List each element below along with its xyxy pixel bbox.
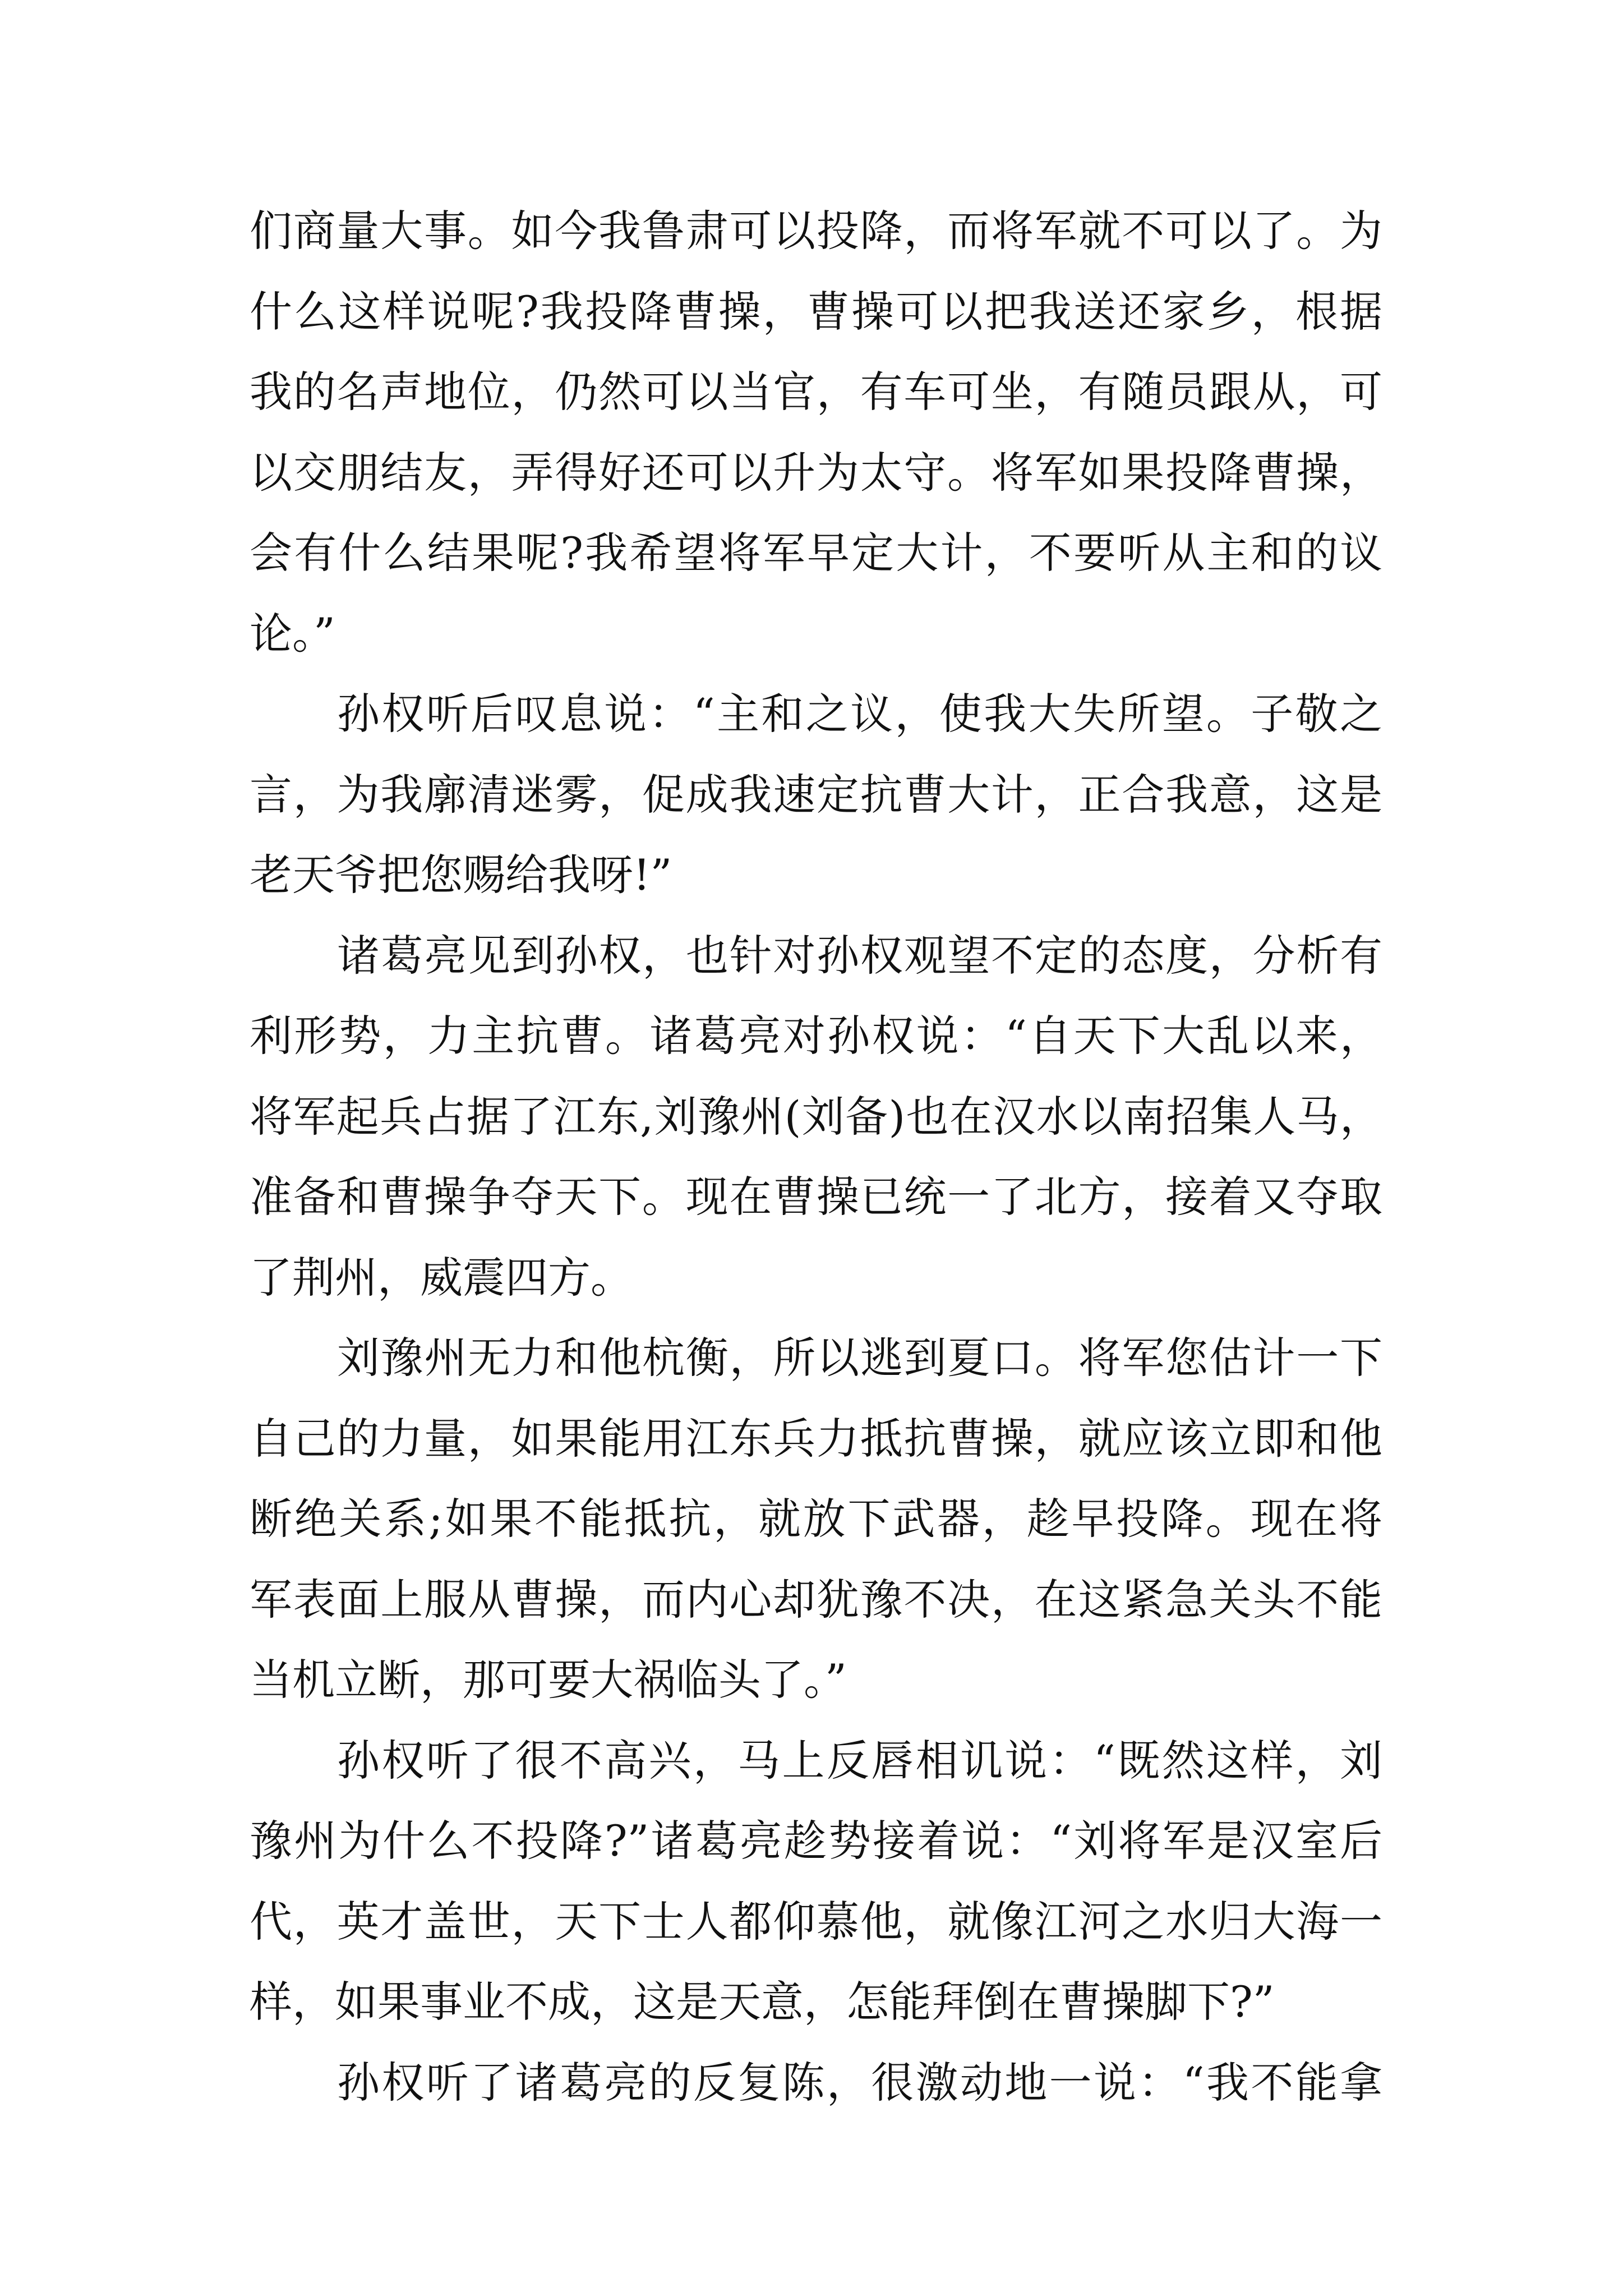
text-line: 刘豫州无力和他杭衡，所以逃到夏口。将军您估计一下 — [337, 1333, 1382, 1383]
text-line: 代，英才盖世，天下士人都仰慕他，就像江河之水归大海一 — [250, 1896, 1382, 1947]
text-line: 论。” — [250, 608, 335, 659]
text-line: 断绝关系;如果不能抵抗，就放下武器，趁早投降。现在将 — [250, 1494, 1382, 1544]
text-line: 我的名声地位，仍然可以当官，有车可坐，有随员跟从，可 — [250, 367, 1382, 417]
text-line: 言，为我廓清迷雾，促成我速定抗曹大计，正合我意，这是 — [250, 769, 1382, 820]
text-line: 老天爷把您赐给我呀!” — [250, 850, 672, 900]
text-line: 什么这样说呢?我投降曹操，曹操可以把我送还家乡，根据 — [250, 286, 1382, 337]
text-line: 样，如果事业不成，这是天意，怎能拜倒在曹操脚下?” — [250, 1977, 1275, 2027]
text-line: 孙权听了很不高兴，马上反唇相讥说：“既然这样，刘 — [337, 1735, 1382, 1786]
text-line: 诸葛亮见到孙权，也针对孙权观望不定的态度，分析有 — [337, 930, 1382, 981]
text-line: 们商量大事。如今我鲁肃可以投降，而将军就不可以了。为 — [250, 206, 1382, 256]
text-line: 将军起兵占据了江东,刘豫州(刘备)也在汉水以南招集人马， — [250, 1091, 1382, 1142]
text-line: 以交朋结友，弄得好还可以升为太守。将军如果投降曹操， — [250, 447, 1382, 498]
body-text — [250, 191, 1382, 2123]
text-line: 会有什么结果呢?我希望将军早定大计，不要听从主和的议 — [250, 528, 1382, 578]
text-line: 自己的力量，如果能用江东兵力抵抗曹操，就应该立即和他 — [250, 1413, 1382, 1464]
text-line: 当机立断，那可要大祸临头了。” — [250, 1655, 847, 1705]
text-line: 孙权听了诸葛亮的反复陈，很激动地一说：“我不能拿 — [337, 2057, 1382, 2108]
text-line: 了荆州，威震四方。 — [250, 1252, 633, 1303]
text-line: 准备和曹操争夺天下。现在曹操已统一了北方，接着又夺取 — [250, 1172, 1382, 1222]
text-line: 利形势，力主抗曹。诸葛亮对孙权说：“自天下大乱以来， — [250, 1011, 1382, 1061]
text-line: 军表面上服从曹操，而内心却犹豫不决，在这紧急关头不能 — [250, 1574, 1382, 1625]
text-line: 孙权听后叹息说：“主和之议，使我大失所望。子敬之 — [337, 689, 1382, 739]
text-line: 豫州为什么不投降?”诸葛亮趁势接着说：“刘将军是汉室后 — [250, 1816, 1382, 1866]
